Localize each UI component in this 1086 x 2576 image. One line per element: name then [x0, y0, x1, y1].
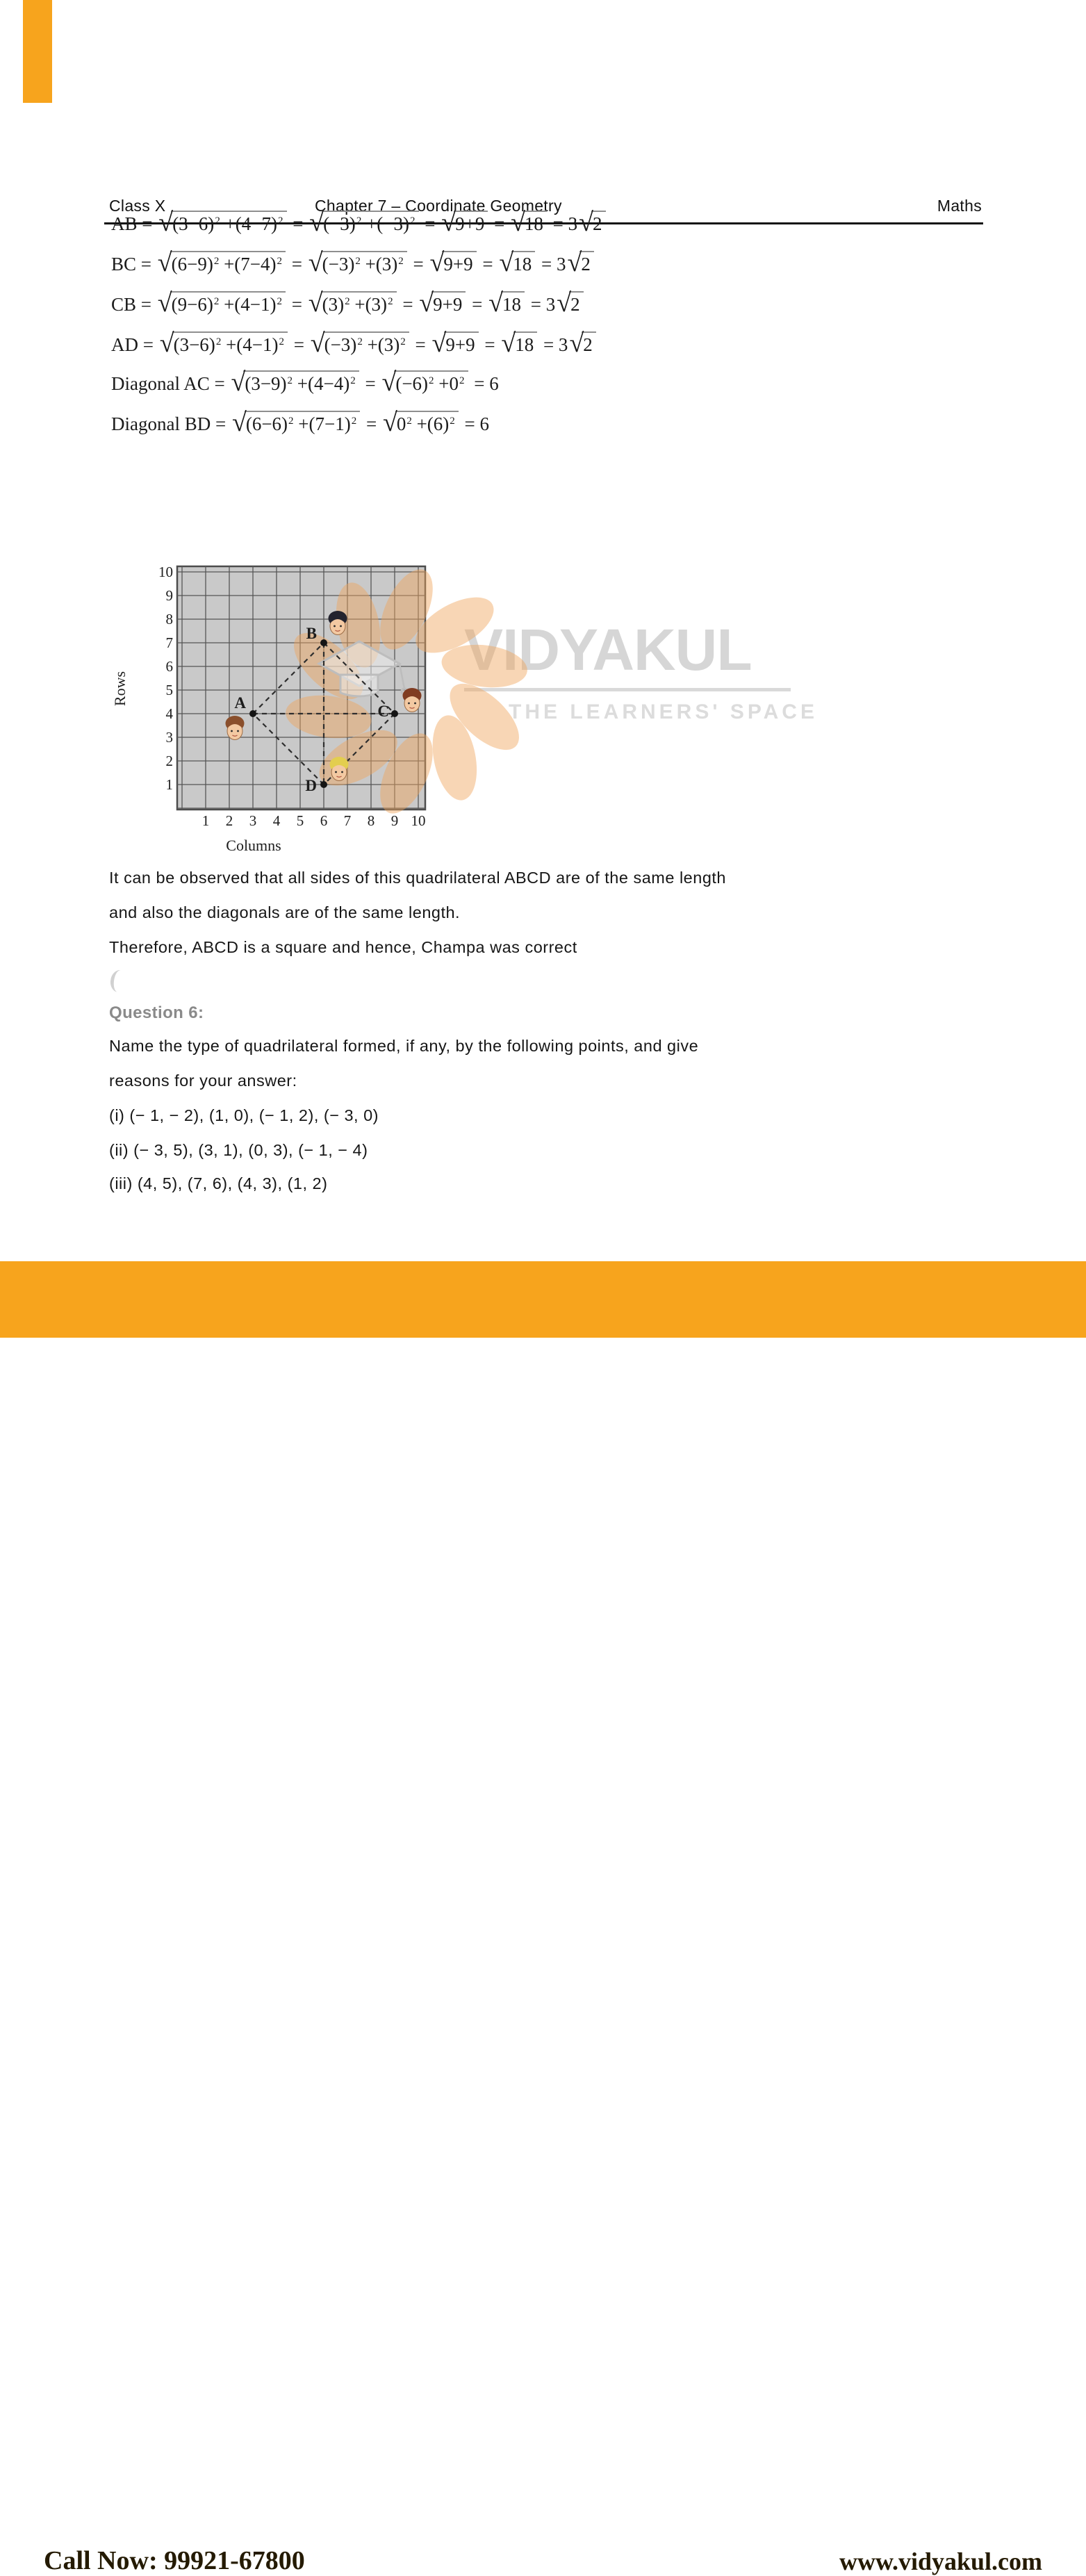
svg-text:2: 2 — [225, 812, 233, 829]
watermark-subtitle: THE LEARNERS' SPACE — [509, 700, 818, 723]
child-face-illustration — [330, 757, 349, 781]
svg-text:9: 9 — [165, 587, 173, 604]
svg-text:6: 6 — [320, 812, 328, 829]
svg-text:10: 10 — [158, 564, 173, 580]
svg-text:2: 2 — [165, 753, 173, 769]
footer-bar — [0, 1261, 1086, 2575]
question-text-line: reasons for your answer: — [109, 1072, 297, 1090]
grid-figure-svg — [104, 552, 549, 872]
solution-text-line: It can be observed that all sides of this quadrilateral ABCD are of the same length — [109, 869, 726, 887]
svg-text:4: 4 — [165, 705, 173, 722]
svg-text:10: 10 — [411, 812, 426, 829]
svg-text:8: 8 — [367, 812, 375, 829]
svg-text:Columns: Columns — [226, 837, 281, 854]
header-subject: Maths — [937, 197, 982, 215]
svg-text:4: 4 — [272, 812, 281, 829]
svg-text:1: 1 — [165, 776, 173, 793]
footer-phone: Call Now: 99921-67800 — [44, 2546, 305, 2575]
child-face-illustration — [403, 688, 422, 712]
svg-text:1: 1 — [201, 812, 210, 829]
header-chapter: Chapter 7 – Coordinate Geometry — [315, 197, 562, 215]
formula-ad: AD = √ $(3-6)^2 +(4-1)^2$ = √ $(-3)^2 +(3)^2$ = √ 9+9 = √ 18 = 3 √ 2 — [111, 327, 598, 362]
formula-diagonal-bd: Diagonal BD = √ $(6-6)^2 +(7-1)^2$ = √ $0^2 +(6)^2$ = 6 — [111, 408, 490, 437]
child-face-illustration — [329, 611, 347, 635]
stray-mark — [109, 969, 129, 993]
formula-diagonal-ac: Diagonal AC = √ $(3-9)^2 +(4-4)^2$ = √ $(-6)^2 +0^2$ = 6 — [111, 368, 499, 397]
formula-bc: BC = √ $(6-9)^2 +(7-4)^2$ = √ $(-3)^2 +(3)^2$ = √ 9+9 = √ 18 = 3 √ 2 — [111, 247, 595, 281]
svg-text:7: 7 — [165, 634, 173, 651]
svg-text:Rows: Rows — [111, 671, 129, 707]
question-point-iii: (iii) (4, 5), (7, 6), (4, 3), (1, 2) — [109, 1174, 328, 1192]
svg-text:9: 9 — [390, 812, 399, 829]
grid-figure — [104, 552, 549, 872]
watermark-title: VIDYAKUL — [464, 617, 752, 682]
svg-text:3: 3 — [249, 812, 257, 829]
svg-text:3: 3 — [165, 729, 173, 746]
header-class: Class X — [109, 197, 166, 215]
child-face-illustration — [226, 716, 245, 740]
solution-text-line: and also the diagonals are of the same length. — [109, 903, 461, 921]
question-point-i: (i) (− 1, − 2), (1, 0), (− 1, 2), (− 3, 0) — [109, 1106, 379, 1124]
svg-text:8: 8 — [165, 611, 173, 627]
formula-ab: AB = √ $(3-6)^2 +(4-7)^2$ = √ $(-3)^2 +(-3)^2$ = √ 9+9 = √ 18 = 3 √ 2 — [111, 206, 607, 241]
formula-cb: CB = √ $(9-6)^2 +(4-1)^2$ = √ $(3)^2 +(3)^2$ = √ 9+9 = √ 18 = 3 √ 2 — [111, 287, 585, 322]
svg-text:5: 5 — [165, 682, 173, 698]
svg-text:5: 5 — [296, 812, 304, 829]
question-point-ii: (ii) (− 3, 5), (3, 1), (0, 3), (− 1, − 4) — [109, 1141, 368, 1159]
svg-text:7: 7 — [343, 812, 352, 829]
svg-text:C: C — [377, 703, 389, 720]
solution-text-line: Therefore, ABCD is a square and hence, Champa was correct — [109, 938, 577, 956]
question-text-line: Name the type of quadrilateral formed, if any, by the following points, and give — [109, 1037, 699, 1055]
svg-text:A: A — [234, 694, 246, 712]
svg-text:B: B — [306, 625, 317, 642]
footer-website: www.vidyakul.com — [839, 2548, 1042, 2575]
question-heading: Question 6: — [109, 1003, 204, 1022]
svg-text:D: D — [305, 777, 317, 794]
brand-ribbon — [23, 0, 52, 103]
svg-text:6: 6 — [165, 658, 173, 675]
